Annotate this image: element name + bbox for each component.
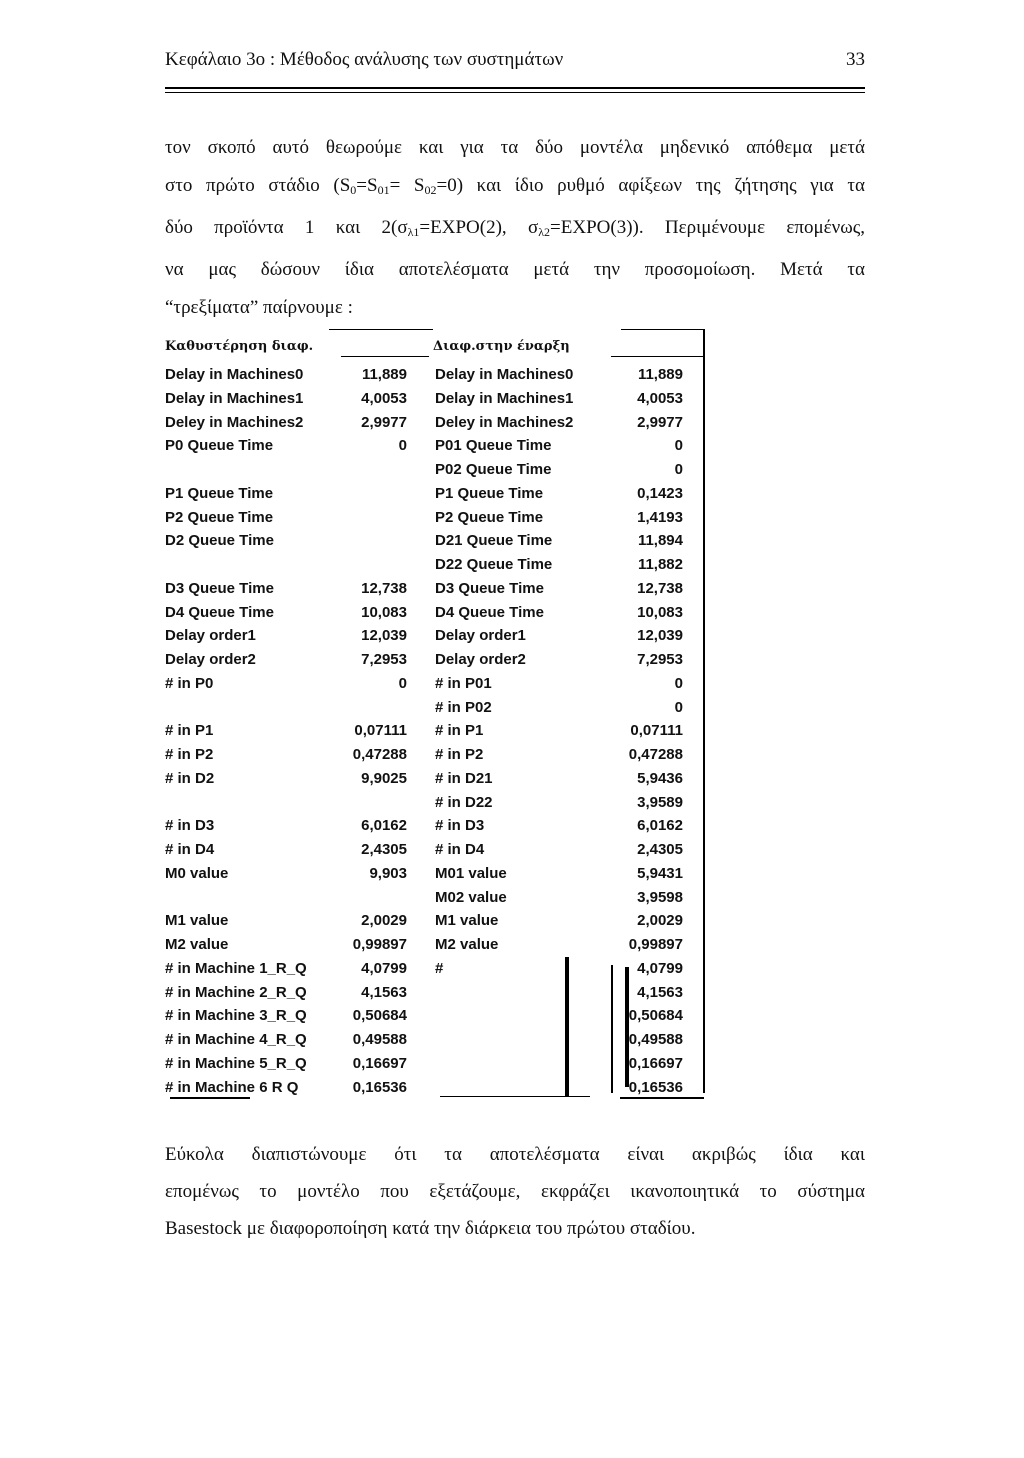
chapter-title: Κεφάλαιο 3ο : Μέθοδος ανάλυσης των συστημάτων xyxy=(165,49,564,70)
left-label-cell: # in Machine 2_R_Q xyxy=(165,983,307,1001)
right-label-cell: Delay in Machines1 xyxy=(435,389,574,407)
table-row xyxy=(165,889,705,911)
table-row xyxy=(165,556,705,578)
right-label-cell: D22 Queue Time xyxy=(435,556,553,573)
right-label-cell: # in D4 xyxy=(435,841,485,858)
left-label-cell: # in Machine 4_R_Q xyxy=(165,1031,307,1048)
table-row xyxy=(165,912,705,934)
right-value-cell: 2,4305 xyxy=(637,841,683,858)
right-value-cell: 0 xyxy=(674,437,683,455)
table-row xyxy=(165,651,705,673)
right-label-cell: P1 Queue Time xyxy=(435,484,544,502)
left-value-cell: 0,50684 xyxy=(352,1007,407,1025)
intro-line-4: να μας δώσουν ίδια αποτελέσματα μετά την προσομοίωση. Μετά τα xyxy=(165,259,865,280)
right-label-cell: Delay order2 xyxy=(435,651,526,668)
left-label-cell: # in D3 xyxy=(165,817,215,835)
right-value-cell: 11,889 xyxy=(637,366,683,383)
right-value-cell: 12,738 xyxy=(637,579,683,597)
right-label-cell: # in P1 xyxy=(435,722,484,740)
left-label-cell: # in Machine 6 R Q xyxy=(165,1078,299,1096)
table-row xyxy=(165,485,705,507)
left-value-cell: 0,07111 xyxy=(354,722,407,740)
table-bottom-rule-right xyxy=(620,1097,704,1099)
left-label-cell: P1 Queue Time xyxy=(165,484,274,502)
left-value-cell: 6,0162 xyxy=(361,817,407,835)
right-value-cell: 0,49588 xyxy=(628,1031,683,1048)
left-value-cell: 0,47288 xyxy=(352,746,407,763)
right-value-cell: 1,4193 xyxy=(637,508,683,526)
right-value-cell: 0,16697 xyxy=(628,1054,683,1072)
left-value-cell: 12,738 xyxy=(361,579,407,597)
left-label-cell: M1 value xyxy=(165,912,229,930)
right-label-cell: M1 value xyxy=(435,912,499,930)
right-label-cell: P02 Queue Time xyxy=(435,461,552,478)
intro-line-5: “τρεξίματα” παίρνουμε : xyxy=(165,297,353,318)
right-value-cell: 4,0799 xyxy=(637,959,683,977)
left-value-cell: 0,16697 xyxy=(352,1054,407,1072)
left-value-cell: 2,0029 xyxy=(361,912,407,930)
header-underline-right xyxy=(611,356,703,357)
left-label-cell: # in P2 xyxy=(165,746,214,763)
left-label-cell: # in Machine 1_R_Q xyxy=(165,959,307,977)
right-label-cell: # in P2 xyxy=(435,746,484,763)
right-value-cell: 3,9598 xyxy=(637,888,683,906)
table-bottom-rule-left xyxy=(170,1097,250,1099)
intro-line-2: στο πρώτο στάδιο $(S_0=S_{01}= S_{02}=0)$ και ίδιο ρυθμό αφίξεων της ζήτησης για τα xyxy=(165,175,865,197)
right-value-cell: 0 xyxy=(674,698,683,716)
left-label-cell: M0 value xyxy=(165,864,229,882)
conclusion-paragraph xyxy=(165,1136,865,1247)
left-label-cell: # in D2 xyxy=(165,769,215,787)
right-value-cell: 0,47288 xyxy=(628,746,683,763)
results-table xyxy=(165,335,705,1095)
left-label-cell: # in P0 xyxy=(165,674,214,692)
right-value-cell: 0,07111 xyxy=(630,722,683,740)
left-label-cell: D4 Queue Time xyxy=(165,603,274,621)
left-value-cell: 11,889 xyxy=(361,366,407,383)
table-row xyxy=(165,1055,705,1077)
conclusion-line-3: Basestock με διαφοροποίηση κατά την διάρκεια του πρώτου σταδίου. xyxy=(165,1218,696,1239)
right-value-cell: 10,083 xyxy=(637,603,683,621)
right-value-cell: 11,894 xyxy=(637,532,683,550)
left-label-cell: Delay in Machines1 xyxy=(165,389,304,407)
left-label-cell: P0 Queue Time xyxy=(165,437,274,455)
left-label-cell: # in D4 xyxy=(165,841,215,858)
right-value-cell: 4,0053 xyxy=(637,389,683,407)
right-value-cell: 2,0029 xyxy=(637,912,683,930)
right-label-cell: Delay in Machines0 xyxy=(435,366,574,383)
table-row xyxy=(165,675,705,697)
left-value-cell: 4,0053 xyxy=(361,389,407,407)
table-row xyxy=(165,865,705,887)
right-value-cell: 11,882 xyxy=(637,556,683,573)
left-value-cell: 10,083 xyxy=(361,603,407,621)
left-value-cell: 9,903 xyxy=(369,864,407,882)
table-row xyxy=(165,390,705,412)
intro-line-1: τον σκοπό αυτό θεωρούμε και για τα δύο μοντέλα μηδενικό απόθεμα μετά xyxy=(165,137,865,158)
right-value-cell: 6,0162 xyxy=(637,817,683,835)
right-label-cell: # in D22 xyxy=(435,793,493,811)
intro-paragraph xyxy=(165,129,865,327)
left-value-cell: 4,1563 xyxy=(361,983,407,1001)
right-label-cell: P01 Queue Time xyxy=(435,437,552,455)
right-label-cell: M01 value xyxy=(435,864,507,882)
table-row xyxy=(165,722,705,744)
left-label-cell: # in Machine 3_R_Q xyxy=(165,1007,307,1025)
left-value-cell: 0,16536 xyxy=(352,1078,407,1096)
table-row xyxy=(165,794,705,816)
header-underline-left xyxy=(341,356,429,357)
left-label-cell: Deley in Machines2 xyxy=(165,413,304,431)
header-rule xyxy=(165,87,865,89)
right-column-header: Διαφ.στην έναρξη xyxy=(433,339,570,354)
left-value-cell: 2,9977 xyxy=(361,413,407,431)
right-value-cell: 3,9589 xyxy=(637,793,683,811)
left-label-cell: P2 Queue Time xyxy=(165,508,274,526)
left-value-cell: 2,4305 xyxy=(361,841,407,858)
left-value-cell: 0 xyxy=(398,437,407,455)
right-value-cell: 0 xyxy=(674,674,683,692)
right-label-cell: D21 Queue Time xyxy=(435,532,553,550)
left-label-cell: M2 value xyxy=(165,936,229,953)
left-label-cell: Delay in Machines0 xyxy=(165,366,304,383)
right-label-cell: M2 value xyxy=(435,936,499,953)
table-row xyxy=(165,1031,705,1053)
right-value-cell: 0,16536 xyxy=(628,1078,683,1096)
intro-line-3: δύο προϊόντα 1 και $2(\sigma_{\lambda 1}=EXPO(2)$, $\sigma_{\lambda 2}=EXPO(3)$). Περιμένουμε επομένως, xyxy=(165,217,865,239)
left-label-cell: D3 Queue Time xyxy=(165,579,274,597)
right-value-cell: 2,9977 xyxy=(637,413,683,431)
header-overline-left xyxy=(329,329,433,330)
page-number: 33 xyxy=(846,49,865,70)
right-label-cell: # in P02 xyxy=(435,698,492,716)
left-label-cell: D2 Queue Time xyxy=(165,532,274,550)
right-label-cell: P2 Queue Time xyxy=(435,508,544,526)
left-value-cell: 0,99897 xyxy=(352,936,407,953)
right-label-cell: # in P01 xyxy=(435,674,492,692)
right-value-cell: 0,50684 xyxy=(628,1007,683,1025)
table-row xyxy=(165,960,705,982)
left-value-cell: 0 xyxy=(398,674,407,692)
table-row xyxy=(165,437,705,459)
right-label-cell: D3 Queue Time xyxy=(435,579,544,597)
table-row xyxy=(165,1007,705,1029)
right-label-cell: Deley in Machines2 xyxy=(435,413,574,431)
right-value-cell: 12,039 xyxy=(637,627,683,645)
table-row xyxy=(165,580,705,602)
left-label-cell: Delay order1 xyxy=(165,627,256,645)
table-row xyxy=(165,604,705,626)
right-value-cell: 0 xyxy=(674,461,683,478)
left-column-header: Καθυστέρηση διαφ. xyxy=(165,339,314,354)
table-row xyxy=(165,509,705,531)
table-bottom-rule-middle xyxy=(440,1096,590,1097)
right-value-cell: 4,1563 xyxy=(637,983,683,1001)
table-row xyxy=(165,414,705,436)
left-label-cell: Delay order2 xyxy=(165,651,256,668)
left-label-cell: # in P1 xyxy=(165,722,214,740)
right-value-cell: 0,99897 xyxy=(628,936,683,953)
table-row xyxy=(165,817,705,839)
right-value-cell: 5,9436 xyxy=(637,769,683,787)
right-label-cell: Delay order1 xyxy=(435,627,526,645)
conclusion-line-1: Εύκολα διαπιστώνουμε ότι τα αποτελέσματα είναι ακριβώς ίδια και xyxy=(165,1144,865,1165)
left-label-cell: # in Machine 5_R_Q xyxy=(165,1054,307,1072)
right-value-cell: 5,9431 xyxy=(637,864,683,882)
left-value-cell: 12,039 xyxy=(361,627,407,645)
table-row xyxy=(165,746,705,768)
table-row xyxy=(165,627,705,649)
right-label-cell: # in D21 xyxy=(435,769,493,787)
table-row xyxy=(165,770,705,792)
table-row xyxy=(165,699,705,721)
table-row xyxy=(165,532,705,554)
conclusion-line-2: επομένως το μοντέλο που εξετάζουμε, εκφράζει ικανοποιητικά το σύστημα xyxy=(165,1181,865,1202)
header-rule-thin xyxy=(165,92,865,93)
table-row xyxy=(165,461,705,483)
table-row xyxy=(165,936,705,958)
right-label-cell: D4 Queue Time xyxy=(435,603,544,621)
header-overline-right xyxy=(621,329,705,330)
left-value-cell: 7,2953 xyxy=(361,651,407,668)
table-row xyxy=(165,841,705,863)
page-header xyxy=(165,44,865,78)
right-label-cell: M02 value xyxy=(435,888,507,906)
left-value-cell: 9,9025 xyxy=(361,769,407,787)
left-value-cell: 4,0799 xyxy=(361,959,407,977)
right-label-cell: # xyxy=(435,959,444,977)
left-value-cell: 0,49588 xyxy=(352,1031,407,1048)
right-label-cell: # in D3 xyxy=(435,817,485,835)
right-value-cell: 0,1423 xyxy=(637,484,683,502)
table-row xyxy=(165,366,705,388)
right-value-cell: 7,2953 xyxy=(637,651,683,668)
table-row xyxy=(165,984,705,1006)
